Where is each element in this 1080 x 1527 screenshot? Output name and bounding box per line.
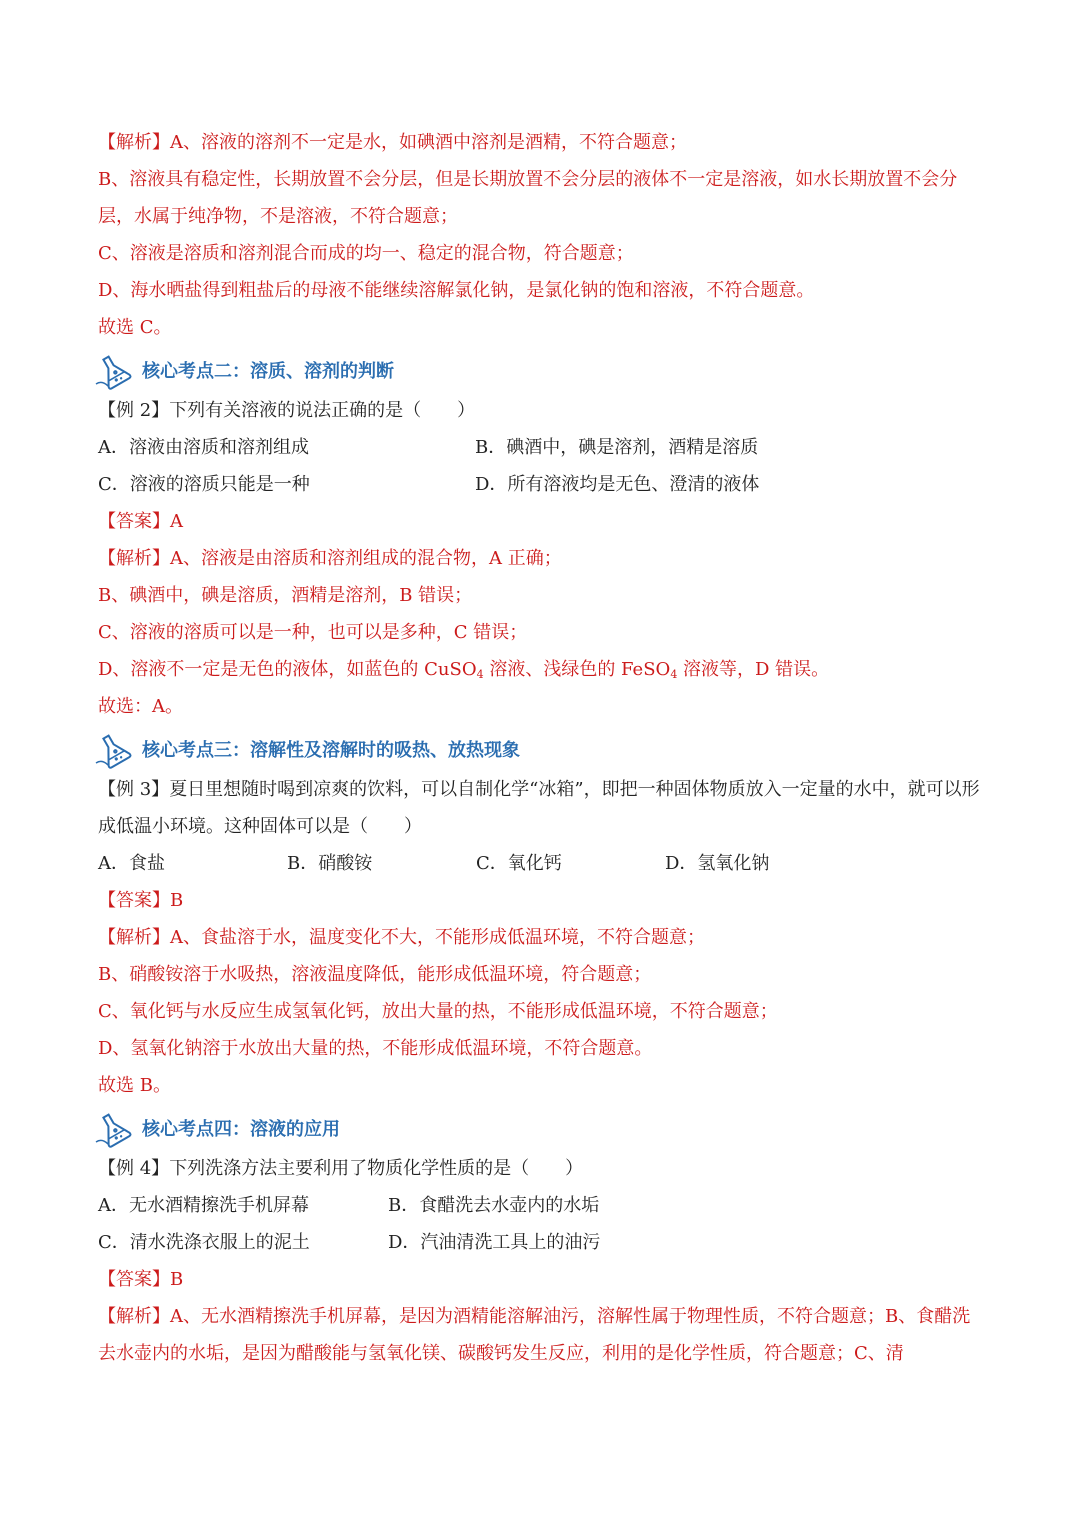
options-row xyxy=(98,466,988,503)
answer-line xyxy=(98,1261,988,1298)
answer-value: B xyxy=(170,890,184,911)
section-heading xyxy=(98,348,988,392)
analysis-tag: 【解析】 xyxy=(98,548,170,569)
option-a: A．无水酒精擦洗手机屏幕 xyxy=(98,1195,309,1216)
answer-tag: 【答案】 xyxy=(98,1269,170,1290)
answer-line xyxy=(98,882,988,919)
example-tag: 【例 4】 xyxy=(98,1158,170,1179)
analysis-tag: 【解析】 xyxy=(98,927,170,948)
analysis-line xyxy=(98,540,988,577)
conclusion: 故选 C。 xyxy=(98,317,172,338)
option-b: B．碘酒中，碘是溶剂，酒精是溶质 xyxy=(475,437,759,458)
example-tag: 【例 3】 xyxy=(98,779,170,800)
analysis-line xyxy=(98,651,988,688)
section-heading xyxy=(98,1106,988,1150)
stem-text: 下列洗涤方法主要利用了物质化学性质的是（ ） xyxy=(169,1158,584,1179)
option-b: B．食醋洗去水壶内的水垢 xyxy=(388,1195,600,1216)
question-stem xyxy=(98,392,988,429)
analysis-line xyxy=(98,1298,988,1372)
stem-text: 夏日里想随时喝到凉爽的饮料，可以自制化学“冰箱”，即把一种固体物质放入一定量的水中，就可以形成低温小环境。这种固体可以是（ ） xyxy=(98,779,980,837)
option-d: D．所有溶液均是无色、澄清的液体 xyxy=(475,474,760,495)
section-title: 核心考点二：溶质、溶剂的判断 xyxy=(142,361,394,382)
subscript: 4 xyxy=(670,668,678,681)
analysis-line: B、溶液具有稳定性，长期放置不会分层，但是长期放置不会分层的液体不一定是溶液，如水长期放置不会分层，水属于纯净物，不是溶液，不符合题意； xyxy=(98,169,958,227)
subscript: 4 xyxy=(476,668,484,681)
analysis-text: A、溶液的溶剂不一定是水，如碘酒中溶剂是酒精，不符合题意； xyxy=(170,132,687,153)
option-d: D．氢氧化钠 xyxy=(665,853,770,874)
answer-line xyxy=(98,503,988,540)
options-row xyxy=(98,429,988,466)
analysis-text: 溶液、浅绿色的 FeSO xyxy=(483,659,671,680)
answer-value: A xyxy=(170,511,183,532)
analysis-text: A、食盐溶于水，温度变化不大，不能形成低温环境，不符合题意； xyxy=(170,927,705,948)
analysis-text: 溶液等，D 错误。 xyxy=(677,659,830,680)
analysis-line: D、海水晒盐得到粗盐后的母液不能继续溶解氯化钠，是氯化钠的饱和溶液，不符合题意。 xyxy=(98,280,815,301)
analysis-line: B、硝酸铵溶于水吸热，溶液温度降低，能形成低温环境，符合题意； xyxy=(98,964,652,985)
analysis-line: C、氧化钙与水反应生成氢氧化钙，放出大量的热，不能形成低温环境，不符合题意； xyxy=(98,1001,778,1022)
stem-text: 下列有关溶液的说法正确的是（ ） xyxy=(169,400,476,421)
analysis-text: A、无水酒精擦洗手机屏幕，是因为酒精能溶解油污，溶解性属于物理性质，不符合题意；B、食醋洗去水壶内的水垢，是因为醋酸能与氢氧化镁、碳酸钙发生反应，利用的是化学性质，符合题意；C、清 xyxy=(98,1306,971,1364)
document-page xyxy=(98,124,988,1372)
flask-icon xyxy=(94,350,134,390)
question-stem xyxy=(98,1150,988,1187)
answer-tag: 【答案】 xyxy=(98,511,170,532)
flask-icon xyxy=(94,729,134,769)
conclusion: 故选：A。 xyxy=(98,696,183,717)
section-heading xyxy=(98,727,988,771)
analysis-line: D、氢氧化钠溶于水放出大量的热，不能形成低温环境，不符合题意。 xyxy=(98,1038,653,1059)
option-d: D．汽油清洗工具上的油污 xyxy=(388,1232,601,1253)
conclusion: 故选 B。 xyxy=(98,1075,171,1096)
analysis-line xyxy=(98,124,988,161)
analysis-line: B、碘酒中，碘是溶质，酒精是溶剂，B 错误； xyxy=(98,585,473,606)
section-title: 核心考点四：溶液的应用 xyxy=(142,1119,340,1140)
answer-value: B xyxy=(170,1269,184,1290)
question-stem xyxy=(98,771,988,845)
option-c: C．清水洗涤衣服上的泥土 xyxy=(98,1232,310,1253)
options-row xyxy=(98,1224,988,1261)
flask-icon xyxy=(94,1108,134,1148)
section-title: 核心考点三：溶解性及溶解时的吸热、放热现象 xyxy=(142,740,520,761)
options-row xyxy=(98,845,988,882)
option-a: A．溶液由溶质和溶剂组成 xyxy=(98,437,309,458)
analysis-line: C、溶液的溶质可以是一种，也可以是多种，C 错误； xyxy=(98,622,528,643)
analysis-tag: 【解析】 xyxy=(98,132,170,153)
option-a: A．食盐 xyxy=(98,853,165,874)
analysis-text: D、溶液不一定是无色的液体，如蓝色的 CuSO xyxy=(98,659,477,680)
analysis-line xyxy=(98,919,988,956)
option-c: C．溶液的溶质只能是一种 xyxy=(98,474,310,495)
option-c: C．氧化钙 xyxy=(476,853,562,874)
analysis-line: C、溶液是溶质和溶剂混合而成的均一、稳定的混合物，符合题意； xyxy=(98,243,634,264)
option-b: B．硝酸铵 xyxy=(287,853,373,874)
answer-tag: 【答案】 xyxy=(98,890,170,911)
analysis-text: A、溶液是由溶质和溶剂组成的混合物，A 正确； xyxy=(170,548,562,569)
options-row xyxy=(98,1187,988,1224)
example-tag: 【例 2】 xyxy=(98,400,170,421)
analysis-tag: 【解析】 xyxy=(98,1306,170,1327)
